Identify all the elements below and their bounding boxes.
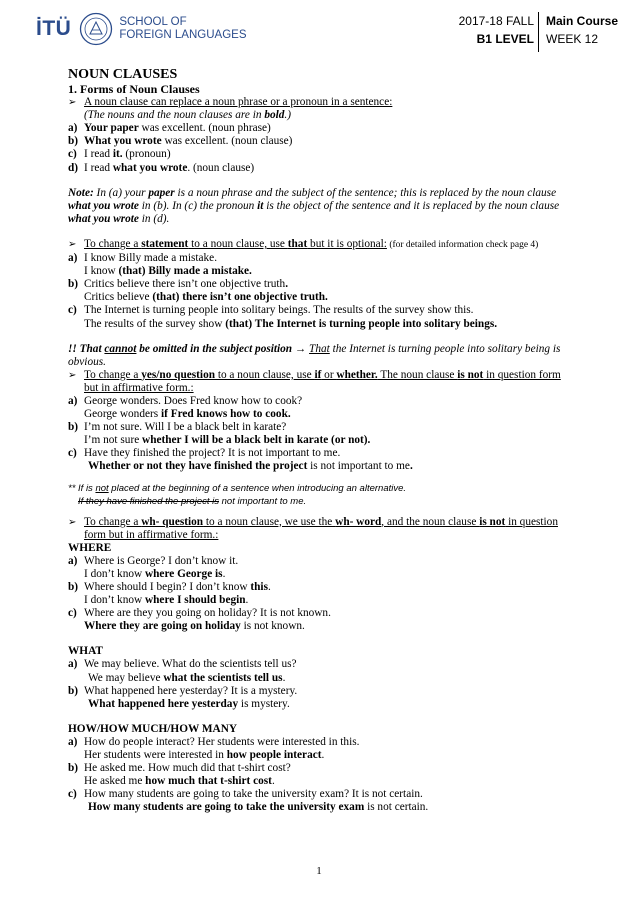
document-body: NOUN CLAUSES 1. Forms of Noun Clauses ➢ A noun clause can replace a noun phrase or a pronoun in a sentence: (The nouns and the noun clauses are in bold.) a) Your paper was excellent. (noun phrase) b) What you wrote was excellent. (noun clause) c) I read it. (pronoun) d) I read what you wrote. (noun clause) Note: In (a) your paper is a noun phrase and the subject of the sentence; this is replaced by the noun clause what you wrote in (b). In (c) the pronoun it is the object of the sentence and it is replaced by the noun clause what you wrote in (d). ➢ To change a statement to a noun clause, use that but it is optional: (for detailed information check page 4) a) I know Billy made a mistake. I know (that) Billy made a mistake. b) Critics believe there isn’t one objective truth. Critics believe (that) there isn’t one objective truth. c) The Internet is turning people into solitary beings. The results of the survey show this. The results of the survey show (that) The Internet is turning people into solitary beings. !! That cannot be omitted in the subject position → That the Internet is turning people into solitary being is obvious. ➢ To change a yes/no question to a noun clause, use if or whether. The noun clause is not in question form but in affirmative form.: a) George wonders. Does Fred know how to cook? George wonders if Fred knows how to cook. b) I’m not sure. Will I be a black belt in karate? I’m not sure whether I will be a black belt in karate (or not). c) Have they finished the project? It is not important to me. Whether or not they have finished the project is not important to me. ** If is not placed at the beginning of a sentence when introducing an alternative. If they have finished the project is not important to me. ➢ To change a wh- question to a noun clause, we use the wh- word, and the noun clause is not in question form but in affirmative form.: WHERE a) Where is George? I don’t know it. I don’t know where George is. b) Where should I begin? I don’t know this. I don’t know where I should begin. c) Where are they you going on holiday? It is not known. Where they are going on holiday is not known. WHAT a) We may believe. What do the scientists tell us? We may believe what the scientists tell us. b) What happened here yesterday? It is a mystery. What happened here yesterday is mystery. HOW/HOW MUCH/HOW MANY a) How do people interact? Her students were interested in this. Her students were interested in how people interact. b) He asked me. How much did that t-shirt cost? He asked me how much that t-shirt cost. c) How many students are going to take the university exam? It is not certain. How many students are going to take the university exam is not certain. xyxy=(68,66,593,815)
alternative-note: ** If is not placed at the beginning of a sentence when introducing an alternative. xyxy=(68,482,407,494)
example-a: a) Your paper was excellent. (noun phrase) xyxy=(68,122,271,135)
bold-note: (The nouns and the noun clauses are in bold.) xyxy=(84,109,292,122)
arrow-bullet-icon: ➢ xyxy=(68,369,77,381)
yesno-example-c: c) Have they finished the project? It is not important to me. xyxy=(68,447,341,460)
bullet-noun-clause: ➢ A noun clause can replace a noun phrase or a pronoun in a sentence: xyxy=(68,96,393,109)
bullet-yes-no: ➢ To change a yes/no question to a noun clause, use if or whether. The noun clause is not in question form but in affirmative form.: xyxy=(68,368,561,394)
level: B1 LEVEL xyxy=(476,32,534,46)
subject-warning: !! That cannot be omitted in the subject position → That the Internet is turning people into solitary being is obvious. xyxy=(68,342,561,368)
page-title: NOUN CLAUSES xyxy=(68,67,178,82)
yesno-example-a: a) George wonders. Does Fred know how to cook? xyxy=(68,394,303,407)
note-paragraph: Note: In (a) your paper is a noun phrase and the subject of the sentence; this is replaced by the noun clause what you wrote in (b). In (c) the pronoun it is the object of the sentence and it is replaced by the noun clause what you wrote in (d). xyxy=(68,186,560,225)
statement-example-b: b) Critics believe there isn’t one objective truth. xyxy=(68,278,289,291)
example-d: d) I read what you wrote. (noun clause) xyxy=(68,161,255,174)
what-example-a: a) We may believe. What do the scientists tell us? xyxy=(68,658,297,671)
itu-wordmark: İTÜ xyxy=(36,17,72,40)
page-number: 1 xyxy=(316,865,322,877)
arrow-bullet-icon: ➢ xyxy=(68,516,77,528)
statement-example-c: c) The Internet is turning people into solitary beings. The results of the survey show this. xyxy=(68,304,474,317)
course-info xyxy=(546,12,618,48)
how-heading: HOW/HOW MUCH/HOW MANY xyxy=(68,722,238,735)
example-c: c) I read it. (pronoun) xyxy=(68,148,171,161)
itu-logo xyxy=(36,12,247,46)
course-name: Main Course xyxy=(546,14,619,28)
school-seal-icon xyxy=(79,12,113,46)
where-example-b: b) Where should I begin? I don’t know this. xyxy=(68,581,271,593)
how-example-a: a) How do people interact? Her students were interested in this. xyxy=(68,735,360,748)
bullet-wh-question: ➢ To change a wh- question to a noun clause, we use the wh- word, and the noun clause is not in question form but in affirmative form.: xyxy=(68,515,558,541)
example-b: b) What you wrote was excellent. (noun clause) xyxy=(68,135,293,148)
how-example-b: b) He asked me. How much did that t-shirt cost? xyxy=(68,762,291,775)
section-1-title: 1. Forms of Noun Clauses xyxy=(68,82,200,96)
statement-example-a: a) I know Billy made a mistake. xyxy=(68,252,218,265)
header-divider xyxy=(538,12,539,52)
term-info xyxy=(459,12,534,48)
week: WEEK 12 xyxy=(546,32,599,46)
where-example-a: a) Where is George? I don’t know it. xyxy=(68,554,239,567)
alternative-example: If they have finished the project is not important to me. xyxy=(78,495,307,507)
what-heading: WHAT xyxy=(68,645,103,658)
how-example-c: c) How many students are going to take the university exam? It is not certain. xyxy=(68,788,423,801)
page-header xyxy=(0,0,638,62)
where-example-c: c) Where are they you going on holiday? It is not known. xyxy=(68,607,331,620)
where-heading: WHERE xyxy=(68,541,112,554)
bullet-statement: ➢ To change a statement to a noun clause, use that but it is optional: (for detailed information check page 4) xyxy=(68,238,593,252)
arrow-bullet-icon: ➢ xyxy=(68,238,77,250)
school-name: SCHOOL OF FOREIGN LANGUAGES xyxy=(119,16,247,41)
arrow-bullet-icon: ➢ xyxy=(68,97,77,109)
what-example-b: b) What happened here yesterday? It is a mystery. xyxy=(68,684,298,697)
term: 2017-18 FALL xyxy=(458,14,534,28)
yesno-example-b: b) I’m not sure. Will I be a black belt in karate? xyxy=(68,421,287,434)
